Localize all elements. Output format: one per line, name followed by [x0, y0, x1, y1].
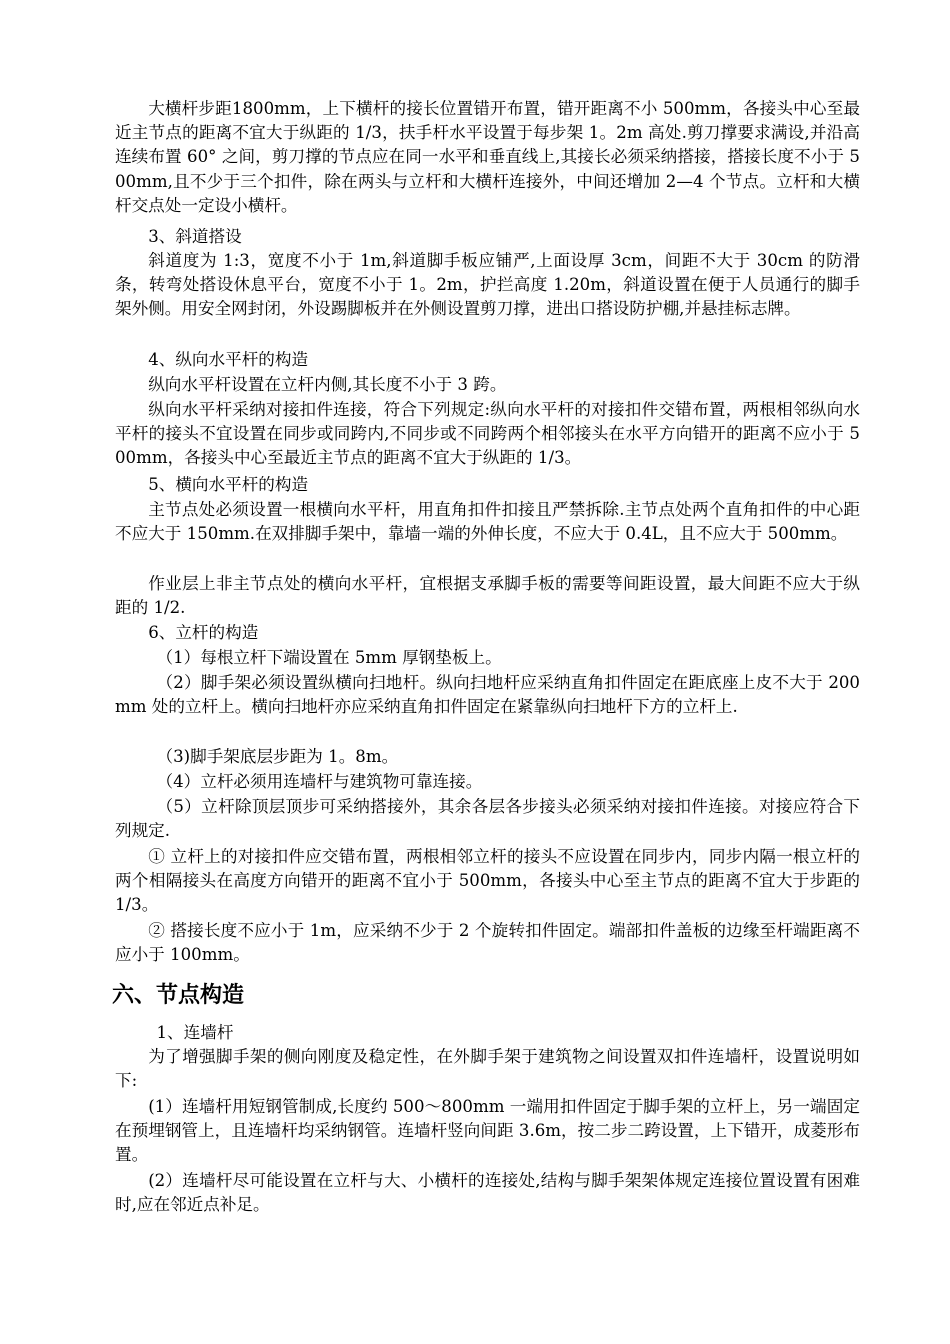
subheading-wall-tie: 1、连墙杆	[156, 1023, 234, 1042]
subheading-transverse-bar: 5、横向水平杆的构造	[148, 475, 309, 494]
paragraph-pole-item-4: （4）立杆必须用连墙杆与建筑物可靠连接。	[156, 772, 483, 791]
section-heading-node-construction: 六、节点构造	[112, 983, 245, 1008]
paragraph-longitudinal-bar-joints: 纵向水平杆采纳对接扣件连接，符合下列规定:纵向水平杆的对接扣件交错布置，两根相邻纵向水平杆的接头不宜设置在同步或同跨内,不同步或不同跨两个相邻接头在水平方向错开的距离不应小于 500mm，各接头中心至最近主节点的距离不宜大于纵距的 1/3。	[115, 400, 860, 468]
paragraph-longitudinal-bar-position: 纵向水平杆设置在立杆内侧,其长度不小于 3 跨。	[148, 375, 507, 394]
paragraph-transverse-bar-main-node: 主节点处必须设置一根横向水平杆，用直角扣件扣接且严禁拆除.主节点处两个直角扣件的中心距不应大于 150mm.在双排脚手架中，靠墙一端的外伸长度，不应大于 0.4L，且不应大于 500mm。	[115, 500, 860, 544]
paragraph-wall-tie-item-1: (1）连墙杆用短钢管制成,长度约 500～800mm 一端用扣件固定于脚手架的立杆上，另一端固定在预埋钢管上，且连墙杆均采纳钢管。连墙杆竖向间距 3.6m，按二步二跨设置，上下错开，成菱形布置。	[115, 1097, 860, 1165]
paragraph-pole-item-5: （5）立杆除顶层顶步可采纳搭接外，其余各层各步接头必须采纳对接扣件连接。对接应符合下列规定.	[115, 797, 860, 841]
paragraph-transverse-bar-working-layer: 作业层上非主节点处的横向水平杆，宜根据支承脚手板的需要等间距设置，最大间距不应大于纵距的 1/2.	[115, 574, 860, 618]
paragraph-wall-tie-item-2: (2）连墙杆尽可能设置在立杆与大、小横杆的连接处,结构与脚手架架体规定连接位置设置有困难时,应在邻近点补足。	[115, 1171, 860, 1215]
paragraph-horizontal-bar-spacing: 大横杆步距1800mm，上下横杆的接长位置错开布置，错开距离不小 500mm，各接头中心至最近主节点的距离不宜大于纵距的 1/3，扶手杆水平设置于每步架 1。2m 高处.剪刀撑要求满设,并沿高连续布置 60° 之间，剪刀撑的节点应在同一水平和垂直线上,其接长必须采纳搭接，搭接长度不小于 500mm,且不少于三个扣件，除在两头与立杆和大横杆连接外，中间还增加 2—4 个节点。立杆和大横杆交点处一定设小横杆。	[115, 99, 860, 215]
paragraph-pole-item-2: （2）脚手架必须设置纵横向扫地杆。纵向扫地杆应采纳直角扣件固定在距底座上皮不大于 200mm 处的立杆上。横向扫地杆亦应采纳直角扣件固定在紧靠纵向扫地杆下方的立杆上.	[115, 673, 860, 717]
paragraph-ramp-details: 斜道度为 1:3，宽度不小于 1m,斜道脚手板应铺严,上面设厚 3cm，间距不大于 30cm 的防滑条，转弯处搭设休息平台，宽度不小于 1。2m，护拦高度 1.20m，斜道设置在便于人员通行的脚手架外侧。用安全网封闭，外设踢脚板并在外侧设置剪刀撑，进出口搭设防护棚,并悬挂标志牌。	[115, 251, 860, 319]
subheading-longitudinal-bar: 4、纵向水平杆的构造	[148, 350, 309, 369]
subheading-upright-pole: 6、立杆的构造	[148, 623, 259, 642]
paragraph-pole-circled-2: ② 搭接长度不应小于 1m，应采纳不少于 2 个旋转扣件固定。端部扣件盖板的边缘至杆端距离不应小于 100mm。	[115, 921, 860, 965]
subheading-ramp-erection: 3、斜道搭设	[148, 227, 242, 246]
paragraph-pole-circled-1: ① 立杆上的对接扣件应交错布置，两根相邻立杆的接头不应设置在同步内，同步内隔一根立杆的两个相隔接头在高度方向错开的距离不宜小于 500mm，各接头中心至主节点的距离不宜大于步距的 1/3。	[115, 847, 860, 915]
paragraph-pole-item-3: （3)脚手架底层步距为 1。8m。	[156, 747, 399, 766]
paragraph-wall-tie-intro: 为了增强脚手架的侧向刚度及稳定性，在外脚手架于建筑物之间设置双扣件连墙杆，设置说明如下:	[115, 1047, 860, 1091]
paragraph-pole-item-1: （1）每根立杆下端设置在 5mm 厚钢垫板上。	[156, 648, 502, 667]
